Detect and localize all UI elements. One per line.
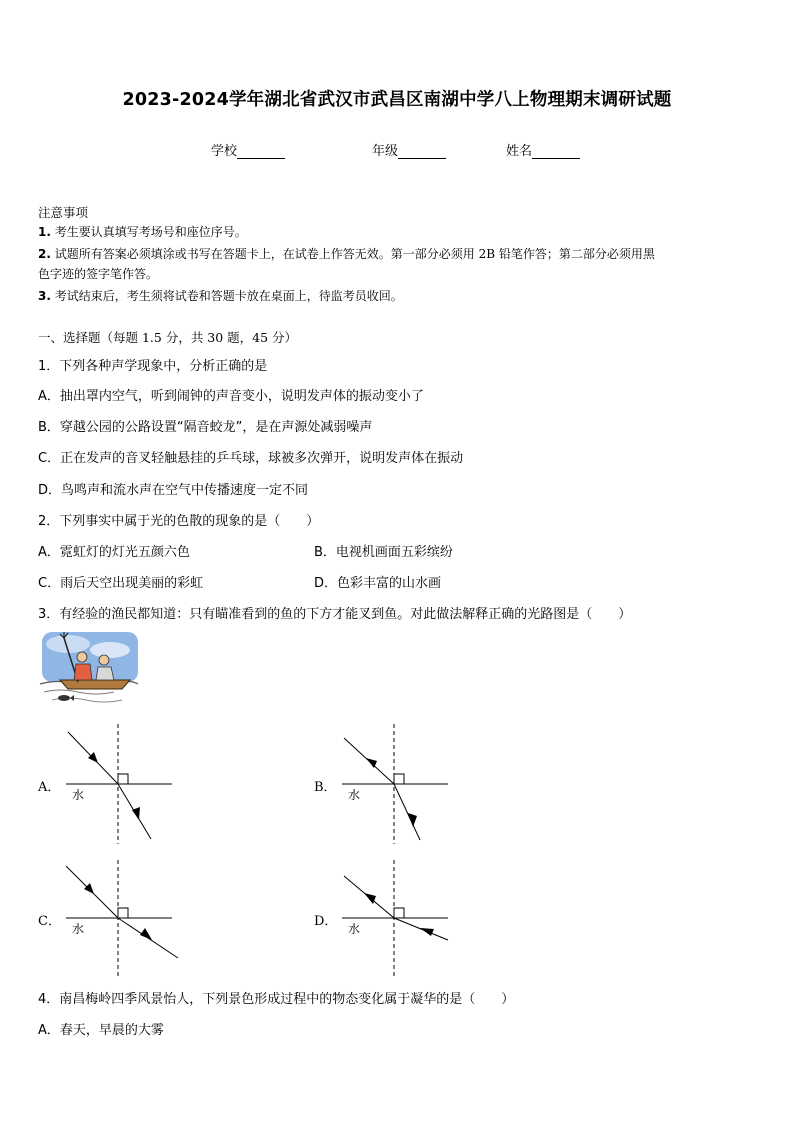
- light-path-diagram-b[interactable]: [336, 722, 456, 847]
- diagram-b-label: B．: [314, 780, 337, 795]
- note-item: 1. 考生要认真填写考场号和座位序号。: [38, 225, 247, 239]
- question-1-option-d: D．鸟鸣声和流水声在空气中传播速度一定不同: [38, 483, 309, 498]
- school-blank: [237, 143, 285, 159]
- note-item: 2. 试题所有答案必须填涂或书写在答题卡上，在试卷上作答无效。第一部分必须用 2B 铅笔作答；第二部分必须用黑: [38, 247, 655, 261]
- water-label: 水: [348, 922, 361, 936]
- light-path-diagram-a[interactable]: [60, 722, 180, 847]
- grade-label: 年级: [372, 144, 399, 159]
- question-1-option-c: C．正在发声的音叉轻触悬挂的乒乓球，球被多次弹开，说明发声体在振动: [38, 451, 464, 466]
- diagram-a-label: A．: [38, 780, 61, 795]
- question-1-option-b: B．穿越公园的公路设置“隔音蛟龙”，是在声源处减弱噪声: [38, 420, 373, 435]
- question-2-option-a: A．霓虹灯的灯光五颜六色: [38, 545, 190, 560]
- light-path-diagram-c[interactable]: [60, 858, 185, 980]
- name-label: 姓名: [506, 144, 533, 159]
- section-heading: 一、选择题（每题 1.5 分，共 30 题，45 分）: [38, 330, 298, 345]
- diagram-d-label: D．: [314, 914, 338, 929]
- question-2-option-c: C．雨后天空出现美丽的彩虹: [38, 576, 204, 591]
- page-title: 2023-2024学年湖北省武汉市武昌区南湖中学八上物理期末调研试题: [122, 90, 672, 110]
- water-label: 水: [72, 922, 85, 936]
- question-1-stem: 1．下列各种声学现象中，分析正确的是: [38, 359, 268, 374]
- school-label: 学校: [211, 144, 238, 159]
- note-item-continued: 色字迹的签字笔作答。: [38, 267, 159, 281]
- question-4-stem: 4．南昌梅岭四季风景怡人，下列景色形成过程中的物态变化属于凝华的是（ ）: [38, 992, 515, 1007]
- notes-heading: 注意事项: [38, 205, 89, 220]
- question-2-option-b: B．电视机画面五彩缤纷: [314, 545, 453, 560]
- grade-blank: [398, 143, 446, 159]
- name-blank: [532, 143, 580, 159]
- school-field: [211, 140, 285, 159]
- fisherman-boat-illustration: [38, 630, 140, 706]
- light-path-diagram-d[interactable]: [336, 858, 461, 980]
- water-label: 水: [348, 788, 361, 802]
- grade-field: [372, 140, 446, 159]
- diagram-c-label: C．: [38, 914, 61, 929]
- question-4-option-a: A．春天，早晨的大雾: [38, 1023, 164, 1038]
- question-3-stem: 3．有经验的渔民都知道：只有瞄准看到的鱼的下方才能叉到鱼。对此做法解释正确的光路图是（ ）: [38, 607, 632, 622]
- note-item: 3. 考试结束后，考生须将试卷和答题卡放在桌面上，待监考员收回。: [38, 289, 403, 303]
- name-field: [506, 140, 580, 159]
- question-2-option-d: D．色彩丰富的山水画: [314, 576, 442, 591]
- question-2-stem: 2．下列事实中属于光的色散的现象的是（ ）: [38, 514, 320, 529]
- water-label: 水: [72, 788, 85, 802]
- question-1-option-a: A．抽出罩内空气，听到闹钟的声音变小，说明发声体的振动变小了: [38, 389, 424, 404]
